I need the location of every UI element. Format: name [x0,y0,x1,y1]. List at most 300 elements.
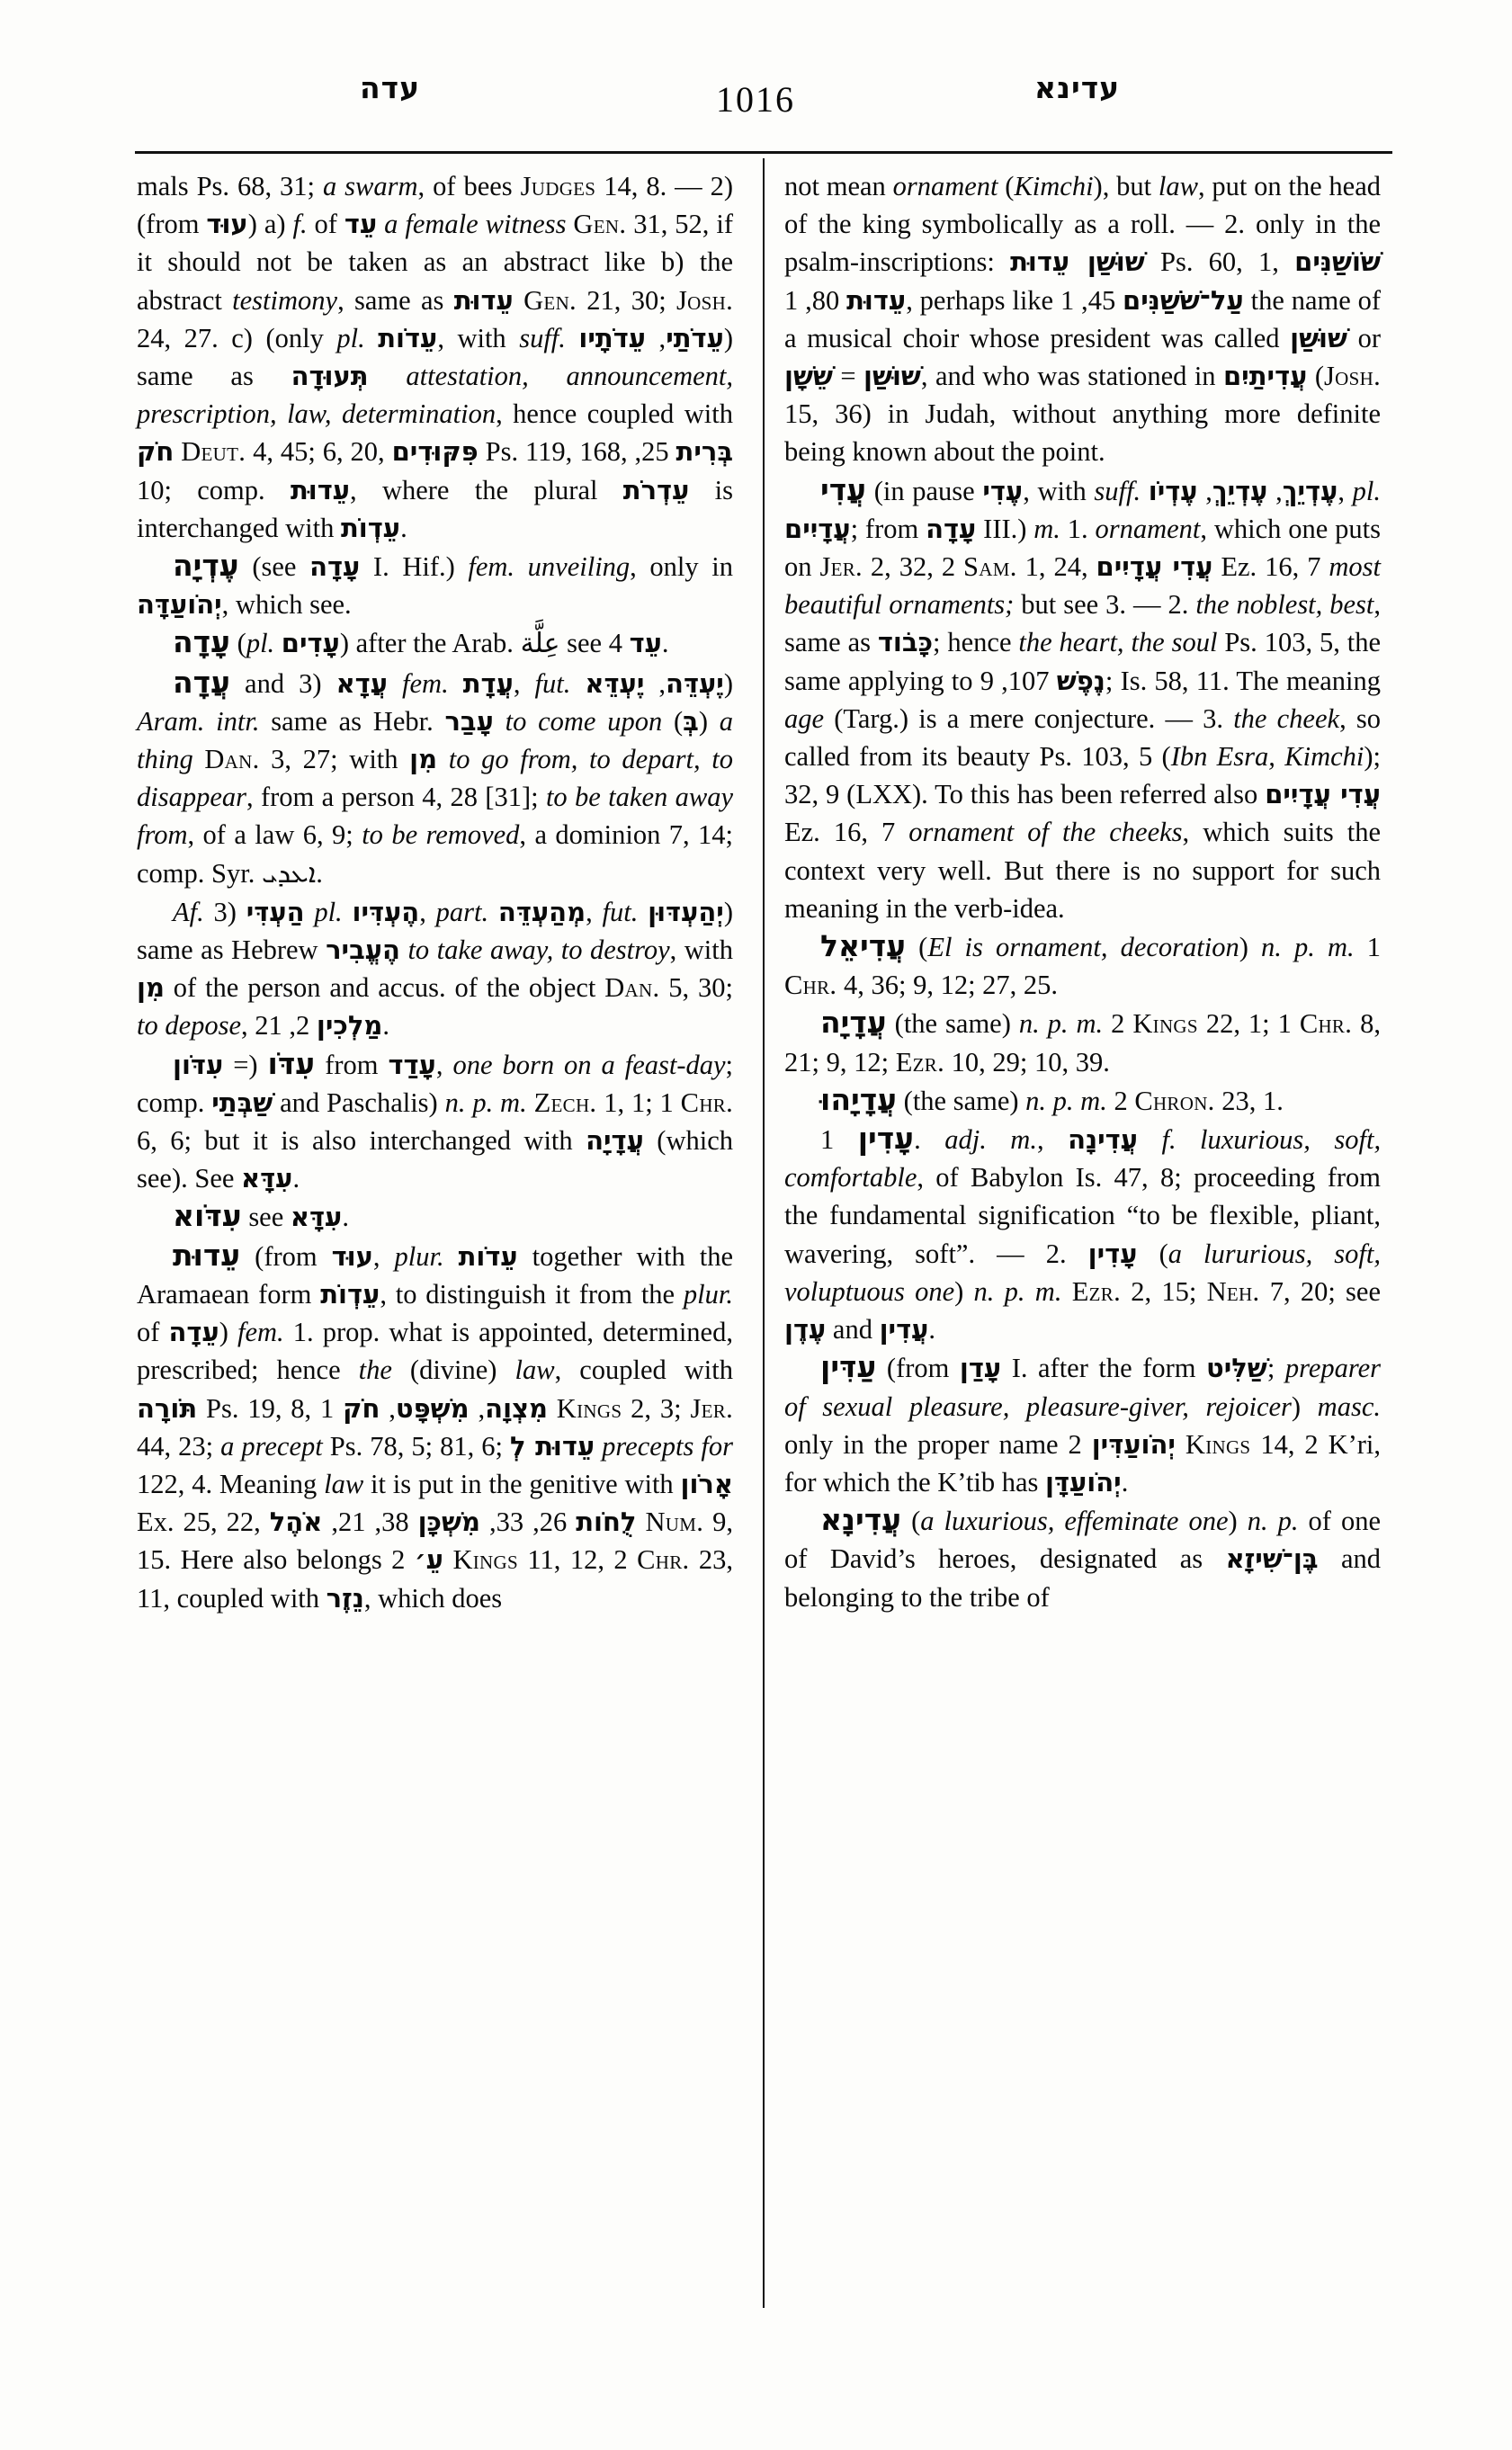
body-text: ) [723,667,733,699]
gloss-italic: the [358,1355,392,1386]
entry-paragraph [137,664,733,893]
body-text: and belonging to the tribe of [784,1543,1381,1613]
body-text [1141,476,1149,506]
hebrew-word: עָדִים [281,628,340,659]
hebrew-word: עֲדִין [879,1314,929,1346]
hebrew-lemma: עֲדָיָהוּ [820,1081,898,1117]
hebrew-word: עֵדְרֹת [622,474,690,505]
hebrew-word: עַל־שֹׁשַׁנִּים [1123,284,1244,316]
gloss-italic: n. p. m. [1261,932,1355,963]
body-text: (from [240,1240,332,1272]
scripture-abbrev: Deut. [181,436,246,468]
body-text: , [1197,475,1212,506]
scripture-abbrev: Kings [1132,1008,1198,1040]
gloss-italic: to depose [137,1010,242,1042]
body-text: see [241,1202,291,1233]
hebrew-lemma: עָדָה [173,624,231,660]
body-text: 1. prop. what is appointed, determined, prescribed; hence [137,1317,733,1386]
body-text [449,668,463,699]
body-text: 8, 21; 9, 12; [784,1008,1381,1077]
hebrew-word: עֵדוּת [846,284,907,316]
hebrew-word: יְהֹועַדִּין [1091,1428,1176,1460]
body-text: ) [1291,1390,1318,1422]
body-text: and [230,667,300,699]
body-text: , [644,667,667,699]
gloss-italic: fut. [534,667,571,699]
body-text: 31, 52, if it should not be taken as an abstract like b) the abstract [137,209,733,316]
body-text [274,628,282,658]
hebrew-word: יְהֹועַדָּה [137,589,222,621]
body-text: ) [219,1317,237,1348]
gloss-italic: ornament [1095,513,1201,544]
hebrew-word: עֲדִי עֲדָיִים [1096,551,1213,583]
hebrew-word: יֶעְדֵּא [585,667,645,699]
body-text: ) same as [137,322,734,392]
gloss-italic: pl. [246,628,275,659]
body-text: , [1267,475,1283,506]
body-text: , [1338,475,1353,506]
body-text: ); 32, 9 (LXX). To this has been referred also [784,741,1381,810]
hebrew-word: עָדִין [1087,1238,1138,1269]
gloss-italic: a precept [220,1430,323,1462]
hebrew-word: עֵדוּת לְ [510,1430,595,1462]
body-text: 2, 21. [255,1010,389,1042]
gloss-italic: a thing [137,705,733,775]
body-text: (divine) [391,1355,515,1386]
gloss-italic: pl. [314,896,343,927]
gloss-italic: n. p. m. [444,1086,527,1118]
body-text: , only in [630,551,733,583]
hebrew-word: עֵדְוֹת [340,512,401,543]
hebrew-word: חֹק [343,1392,380,1424]
body-text: 26, 33, [479,1507,577,1538]
hebrew-word: הַעְדִּי [246,896,305,927]
entry-paragraph [784,471,1381,927]
entry-paragraph [784,927,1381,1004]
gloss-italic: law [1158,171,1198,201]
body-text: , with [1023,475,1095,506]
hebrew-word: מְהַעְדֵּה [497,896,586,927]
body-text: . [342,1202,349,1233]
body-text: 44, 23; [137,1430,221,1462]
hebrew-word: עָבַר [444,705,494,737]
body-text: ( [1137,1238,1168,1269]
hebrew-word: עֵד [344,209,378,240]
body-text: , [1036,1124,1069,1156]
entry-paragraph [137,1045,733,1198]
scripture-abbrev: Dan. [204,744,260,775]
body-text: 24, 27. c) (only [137,322,337,353]
hebrew-word: עֵדֹתָיו [578,322,647,353]
gloss-italic: to take away, to destroy [399,934,670,966]
semitic-cognate: ܐܥܕܝ [261,857,317,890]
hebrew-word: מִשְׁכָּן [417,1507,480,1538]
scripture-abbrev: Josh. [1323,361,1381,392]
hebrew-word: שַׁלִּיט [1206,1353,1267,1384]
gloss-italic: Kimchi [1014,171,1094,201]
gloss-italic: El is ornament, decoration [927,932,1239,963]
gloss-italic: the heart, the soul [1018,627,1218,658]
body-text: , with [669,934,733,966]
body-text: 4, 45; 6, 20, [246,436,392,468]
body-text: 3, 27; with [259,744,410,775]
body-text: , of a law 6, 9; [187,819,362,851]
body-text: , which see. [221,589,352,621]
scripture-abbrev: Neh. [1206,1275,1260,1307]
scripture-abbrev: Kings [1185,1428,1251,1460]
body-text: of [137,1317,169,1348]
hebrew-lemma: עֲדָיָה [820,1005,887,1041]
gloss-italic: a female witness [377,209,574,240]
hebrew-word: נֶפֶשׁ [1056,665,1105,696]
body-text: or [1347,322,1381,353]
gloss-italic: fut. [602,896,639,927]
gloss-italic: to be removed [362,819,520,851]
entry-paragraph [784,1120,1381,1348]
gloss-italic: law [324,1468,364,1499]
body-text: Ps. 78, 5; 81, 6; [322,1430,511,1462]
hebrew-word: עֵדֹתַי [666,322,724,353]
scripture-abbrev: Josh. [676,284,734,316]
body-text: . [292,1163,300,1194]
body-text: 4, 36; 9, 12; 27, 25. [837,970,1059,1001]
hebrew-word: עָדַד [388,1049,436,1080]
body-text [1061,1276,1071,1307]
body-text: (which see). See [137,1125,733,1194]
body-text: , same as [784,589,1382,658]
body-text: III.) [976,513,1034,544]
body-text: . [1121,1466,1129,1498]
body-text: Ps. 103, 5, the same applying to [784,627,1382,696]
gloss-italic: to go from, to depart, to disappear [137,744,734,813]
body-text [365,323,379,353]
body-text: I. Hif.) [360,551,469,583]
body-text: 1, 24, [1016,551,1096,583]
body-text: ) [698,705,720,737]
body-text: 4. [608,628,669,659]
gloss-italic: n. p. m. [1025,1085,1107,1116]
gloss-italic: pl. [1352,475,1382,506]
body-text: , [513,667,535,699]
body-text: Ps. 60, 1, [1144,246,1295,278]
hebrew-word: בְּרִית [675,436,734,468]
gloss-italic: fem. [237,1317,284,1348]
body-text: 2 [1103,1008,1133,1040]
hebrew-word: עֲדִי עֲדָיִים [1265,779,1382,810]
body-text: Ez. 16, 7 [784,817,909,848]
hebrew-lemma: עֲדִיאֵל [820,928,907,964]
hebrew-word: עֵדֹות [458,1240,518,1272]
body-text: of one of David’s heroes, designated as [784,1506,1381,1575]
body-text: ( [906,932,928,963]
body-text: , a dominion 7, 14; comp. Syr. [137,819,733,889]
body-text: 1 [320,1392,557,1424]
gloss-italic: precepts for [595,1430,733,1462]
body-text [1138,1124,1161,1155]
column-divider [763,158,765,2308]
hebrew-word: עֵ׳ [414,1544,443,1576]
hebrew-word: שֹׁושַׁנִּים [1294,246,1381,278]
hebrew-word: נֵזֶר [326,1582,364,1614]
body-text: (see [238,551,310,583]
body-text: , [586,896,603,927]
body-text: 25, 10; comp. [137,436,676,505]
hebrew-word: יֶעְדֵּה [666,667,724,699]
body-text: 1 [1354,932,1381,963]
gloss-italic: the cheek [1233,702,1340,734]
scripture-abbrev: Judges [520,171,596,201]
gloss-italic: masc. [1317,1390,1381,1422]
body-text: 21, 30; [576,284,676,316]
body-text: , so called from its beauty Ps. 103, 5 ( [784,702,1381,773]
scripture-abbrev: Gen. [523,284,577,316]
hebrew-word: פִּקּוּדִים [391,436,479,468]
body-text: , which one puts on [784,513,1382,583]
gloss-italic: f. [292,209,308,240]
body-text [638,897,648,927]
gloss-italic: a lururious, soft, voluptuous one [784,1238,1381,1307]
body-text: , of Babylon Is. 47, 8; proceeding from the fundamental signification “to be flexible, pliant, wavering, soft”. — 2. [784,1162,1381,1269]
hebrew-word: הֶעֱבִיר [326,934,400,966]
body-text: 14, 8. — 2) (from [137,171,733,240]
scripture-abbrev: Ezr. [895,1046,944,1077]
header-rule [135,151,1392,154]
body-text: , [241,1010,255,1042]
body-text: , which suits the context very well. But there is no support for such meaning in the verb-idea. [784,817,1381,924]
scripture-abbrev: Chr. [1299,1008,1353,1040]
semitic-cognate: عِلَّة [520,628,560,660]
body-text: ; comp. [137,1049,734,1118]
gloss-italic: ornament [892,171,998,201]
body-text [570,668,585,699]
body-text: , [380,1392,396,1424]
hebrew-word: לֻחֹות [576,1507,637,1538]
gloss-italic: most beautiful ornaments; [784,551,1382,621]
entry-paragraph [784,1501,1381,1616]
scripture-abbrev: Chr. [680,1086,734,1118]
body-text: (3 [213,896,315,927]
body-text: 11, 12, 2 [517,1544,638,1576]
hebrew-word: מַלְכִין [316,1010,383,1042]
hebrew-word: תְּעוּדָה [291,361,369,392]
body-text [204,897,214,927]
body-text: , [469,1392,486,1424]
hebrew-word: מִצְוָה [485,1392,548,1424]
gloss-italic: n. p. m. [973,1275,1062,1307]
body-text: , [646,322,667,353]
hebrew-lemma: עַדִּין [820,1349,877,1385]
body-text [514,285,523,316]
body-text [193,744,205,774]
body-text: and Paschalis) [273,1086,445,1118]
body-text: 23, 11, coupled with [137,1544,733,1614]
hebrew-word: עָדַן [959,1353,1002,1384]
scripture-abbrev: Jer. [819,551,863,583]
hebrew-lemma: עֶדְיָה [173,548,239,584]
page-number: 1016 [716,79,795,120]
gloss-italic: part. [435,896,489,927]
body-text: ) [1228,1506,1248,1537]
hebrew-word: עֵדֹות [378,322,438,353]
body-text: Ps. 19, 8, [197,1392,321,1424]
body-text: only in the proper name [784,1428,1069,1460]
body-text: 15, 36) in Judah, without anything more definite being known about the point. [784,398,1381,468]
hebrew-word: עוּד [206,209,248,240]
hebrew-word: עוּד [331,1240,373,1272]
body-text: 2, 32, 2 [862,551,964,583]
hebrew-word: אָרֹון [680,1468,733,1499]
body-text: (the same) [897,1085,1026,1116]
body-text: , hence coupled with [496,398,733,430]
body-text: it is put in the genitive with [363,1468,681,1499]
hebrew-lemma: עֲדִי [820,471,867,507]
entry-paragraph [137,547,733,623]
body-text: together with the Aramaean form [137,1240,733,1310]
body-text: Ps. 119, 168, [478,436,635,468]
gloss-italic: fem. unveiling [468,551,631,583]
gloss-italic: f. luxurious, soft, comfortable [784,1124,1382,1194]
body-text: (Targ.) is a mere conjecture. — 3. [824,702,1234,734]
scripture-abbrev: Gen. [573,209,627,240]
hebrew-word: מִן [409,744,438,775]
body-text: (the same) [886,1008,1019,1040]
body-text: 9, 15. Here also belongs [137,1507,734,1576]
gloss-italic: fem. [402,667,449,699]
body-text [174,436,181,467]
gloss-italic: the noblest, best [1195,589,1374,621]
gloss-italic: attestation, announcement, prescription, law, determination [137,361,733,430]
hebrew-lemma: עֲדִינָא [820,1502,902,1538]
hebrew-word: אֹהֶל [269,1507,323,1538]
scripture-abbrev: Chr. [784,970,837,1001]
entry-paragraph [784,1348,1381,1501]
scripture-abbrev: Ezr. [1071,1275,1121,1307]
scripture-abbrev: Kings [452,1544,518,1576]
body-text: ( [901,1506,921,1537]
gloss-italic: plur. [394,1240,444,1272]
body-text: , which does [363,1582,503,1614]
gloss-italic: plur. [683,1278,733,1310]
gloss-italic: age [784,702,825,734]
body-text: 1, 1; 1 [596,1086,681,1118]
entry-paragraph [784,1081,1381,1120]
hebrew-word: עִדָּא [290,1202,343,1233]
hebrew-word: עֶדְיֵךְ [1212,475,1268,506]
body-text: (3 [299,667,403,699]
hebrew-word: יְהַעְדּוּן [648,896,724,927]
hebrew-word: עֵד [629,628,662,659]
body-text: ) a) [247,209,293,240]
hebrew-word: עֲדִיתַיִם [1222,361,1308,392]
gloss-italic: n. p. [1247,1506,1299,1537]
hebrew-word: עֵדוּת [290,474,351,505]
body-text: Ex. 25, 22, [137,1507,270,1538]
gloss-italic: preparer of sexual pleasure, pleasure-giver, rejoicer [784,1353,1381,1422]
running-head-right-lemma: עדינא [1034,70,1121,105]
hebrew-word: עֵדְוֹת [320,1278,380,1310]
hebrew-word: שֵׁשָׁן [784,361,833,392]
hebrew-word: עֲדָיִים [784,513,851,544]
hebrew-word: עֶדֶן [784,1314,827,1346]
hebrew-word: בְּ [683,705,699,737]
body-text: 5, 30; [659,972,733,1004]
hebrew-word: עֵדוּת [453,284,514,316]
body-text: ( [230,628,246,659]
body-text: ; [1266,1353,1285,1384]
body-text: is interchanged with [137,474,733,543]
scripture-abbrev: Dan. [604,972,660,1004]
body-text: , put on the head of the king symbolically as a roll. — 2. only in the psalm-inscriptions: [784,171,1381,278]
hebrew-word: עֲדָא [336,667,388,699]
body-text: 6, 6; but it is also interchanged with [137,1125,586,1157]
body-text: . [316,857,323,889]
scripture-abbrev: Kings [556,1392,622,1424]
hebrew-lemma: עֲדָה [173,664,231,700]
body-text: 38, 21, [322,1507,418,1538]
entry-paragraph [137,623,733,663]
entry-paragraph [137,893,733,1045]
body-text: ( [1307,361,1324,392]
body-text: , to distinguish it from the [380,1278,684,1310]
body-text: , and who was stationed in [920,361,1223,392]
hebrew-word: עֶדְיֹו [1148,475,1198,506]
body-text [444,1241,459,1272]
body-text: ; hence [933,627,1019,658]
gloss-italic: n. p. m. [1018,1008,1104,1040]
body-text: Ps. 68, 31; [196,171,323,201]
body-text: , [419,896,436,927]
gloss-italic: a luxurious, effeminate one [920,1506,1229,1537]
gloss-italic: suff. [1094,475,1141,506]
body-text: . [400,512,407,543]
gloss-italic: one born on a feast-day [452,1049,726,1080]
body-text: (from [876,1353,960,1384]
hebrew-lemma: עָדִין [857,1121,915,1157]
body-text: , where the plural [350,474,623,505]
gloss-italic: to be taken away from [137,782,733,851]
body-text: 122, 4. Meaning [137,1468,325,1499]
hebrew-word: כָּבֹוד [877,627,933,658]
body-text: of the person and accus. of the object [164,972,605,1004]
body-text: ( [998,171,1015,201]
hebrew-word: שׁוּשַׁן [1290,322,1347,353]
hebrew-word: שַׁבְּתַי [211,1086,273,1118]
body-text: . [928,1314,936,1346]
body-text: ; from [850,513,926,544]
entry-paragraph [137,1237,733,1617]
body-text: , of bees [417,171,521,201]
body-text: Ez. 16, 7 [1212,551,1329,583]
body-text [566,323,579,353]
body-text: (in pause [866,475,983,506]
scripture-abbrev: Zech. [533,1086,597,1118]
gloss-italic: a swarm [322,171,418,201]
body-text: , [435,1049,453,1080]
body-text: 2, 3; [622,1392,691,1424]
body-text [343,897,353,927]
body-text: see [559,628,609,659]
gloss-italic: Ibn Esra, Kimchi [1170,741,1364,773]
body-text: 2, 15; [1121,1275,1207,1307]
body-text: 80, 1, perhaps like [784,284,1060,316]
hebrew-word: עֲדָת [462,667,514,699]
gloss-italic: m. [1033,513,1060,544]
body-text: of [307,209,344,240]
body-text: 2 [391,1544,453,1576]
body-text: ), but [1093,171,1159,201]
hebrew-word: עָדָה [309,551,361,583]
entry-paragraph [137,167,733,547]
